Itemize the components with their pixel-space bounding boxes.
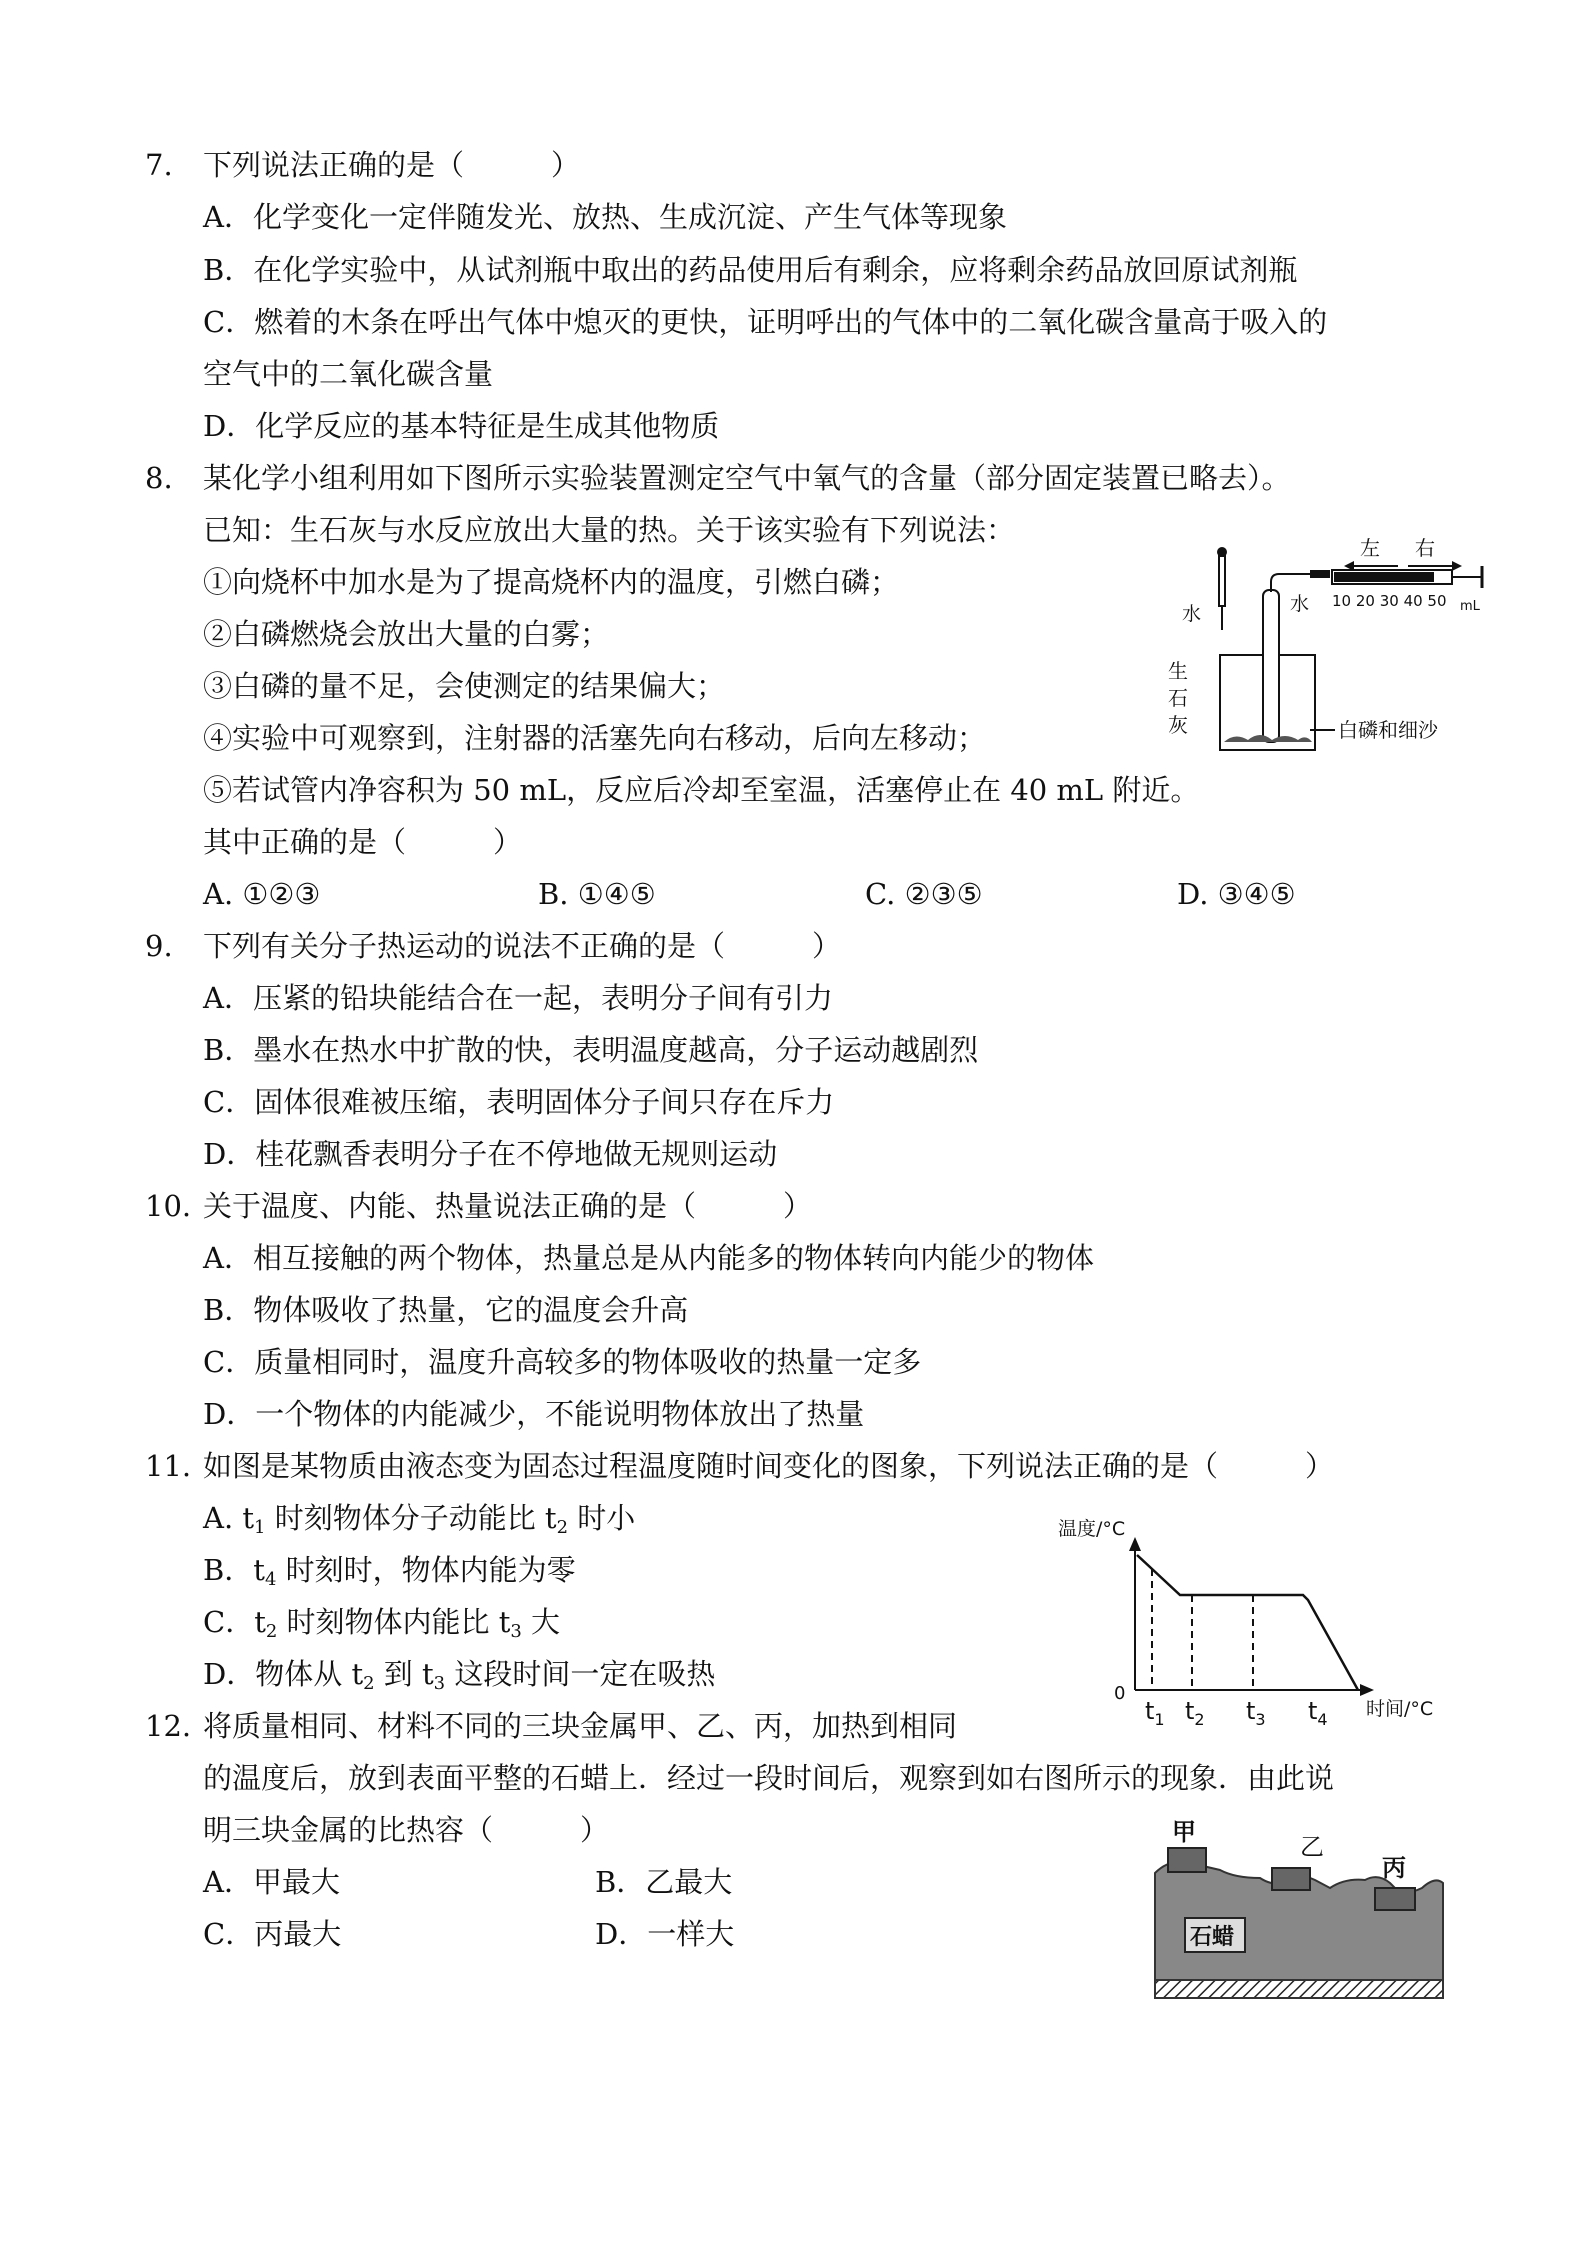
q9-number: 9. — [145, 929, 173, 963]
q7-option-c-cont: 空气中的二氧化碳含量 — [203, 357, 494, 391]
q10-option-a: A．相互接触的两个物体，热量总是从内能多的物体转向内能少的物体 — [203, 1241, 1094, 1275]
q11-b-sub: 4 — [264, 1569, 277, 1590]
q11-b-text-2: 时刻时，物体内能为零 — [276, 1553, 576, 1587]
q10-stem: 关于温度、内能、热量说法正确的是（ ） — [203, 1189, 813, 1223]
metal-jia — [1168, 1848, 1206, 1872]
q8-option-d: D. ③④⑤ — [1177, 877, 1296, 911]
graph-curve — [1137, 1555, 1358, 1690]
base-hatch — [1155, 1980, 1443, 1998]
label-jia: 甲 — [1172, 1818, 1196, 1846]
fig-dropper — [1219, 556, 1225, 606]
q11-option-d — [203, 1654, 715, 1704]
q11-d-text-3: 这段时间一定在吸热 — [445, 1657, 716, 1691]
graph-t2: $t_2$ — [1185, 1697, 1205, 1729]
q7-option-d: D．化学反应的基本特征是生成其他物质 — [203, 409, 720, 443]
q11-d-text-2: 到 t — [374, 1657, 434, 1691]
fig-lime-label-2: 石 — [1168, 686, 1188, 710]
q11-b-text-1: B．t — [203, 1553, 265, 1587]
fig-left-label: 左 — [1360, 536, 1380, 560]
graph-t3: $t_3$ — [1246, 1697, 1266, 1729]
q11-a-text-2: 时刻物体分子动能比 t — [265, 1501, 557, 1535]
q11-c-text-2: 时刻物体内能比 t — [277, 1605, 511, 1639]
graph-y-arrow — [1129, 1537, 1141, 1551]
q8-statement-5: ⑤若试管内净容积为 50 mL，反应后冷却至室温，活塞停止在 40 mL 附近。 — [203, 773, 1200, 807]
q12-option-a: A．甲最大 — [203, 1865, 340, 1899]
fig-lime-label-1: 生 — [1168, 659, 1188, 683]
q11-c-sub-1: 2 — [265, 1621, 278, 1642]
q8-stem: 某化学小组利用如下图所示实验装置测定空气中氧气的含量（部分固定装置已略去）。 — [203, 461, 1291, 495]
graph-t1: $t_1$ — [1145, 1697, 1165, 1729]
graph-origin: 0 — [1114, 1683, 1126, 1704]
graph-y-label: 温度/°C — [1058, 1518, 1126, 1540]
fig-water-label-1: 水 — [1182, 603, 1202, 625]
q11-temperature-graph — [1050, 1505, 1460, 1730]
q7-number: 7. — [145, 148, 173, 182]
fig-phosphorus-label: 白磷和细沙 — [1338, 718, 1438, 742]
metal-bing — [1375, 1888, 1415, 1910]
graph-t4: $t_4$ — [1308, 1697, 1328, 1729]
q8-ask: 其中正确的是（ ） — [203, 825, 523, 859]
fig-right-arrowhead — [1452, 561, 1462, 571]
q12-option-d: D．一样大 — [595, 1917, 735, 1951]
q8-statement-4: ④实验中可观察到，注射器的活塞先向右移动，后向左移动； — [203, 721, 987, 755]
q8-option-a: A. ①②③ — [203, 877, 321, 911]
q8-statement-1: ①向烧杯中加水是为了提高烧杯内的温度，引燃白磷； — [203, 565, 900, 599]
q7-option-c: C．燃着的木条在呼出气体中熄灭的更快，证明呼出的气体中的二氧化碳含量高于吸入的 — [203, 305, 1328, 339]
q8-option-b: B. ①④⑤ — [538, 877, 656, 911]
q11-a-text-3: 时小 — [568, 1501, 636, 1535]
q12-number: 12. — [145, 1709, 192, 1743]
q11-d-sub-1: 2 — [363, 1673, 375, 1694]
label-bing: 丙 — [1382, 1854, 1406, 1882]
graph-x-arrow — [1360, 1684, 1374, 1696]
fig-syringe-fill — [1334, 572, 1434, 582]
q9-option-c: C．固体很难被压缩，表明固体分子间只存在斥力 — [203, 1085, 835, 1119]
q12-stem-cont-2: 明三块金属的比热容（ ） — [203, 1813, 610, 1847]
q10-number: 10. — [145, 1189, 192, 1223]
q7-stem: 下列说法正确的是（ ） — [203, 148, 581, 182]
q7-option-a: A．化学变化一定伴随发光、放热、生成沉淀、产生气体等现象 — [203, 200, 1007, 234]
q8-statement-2: ②白磷燃烧会放出大量的白雾； — [203, 617, 610, 651]
fig-lime-label-3: 灰 — [1168, 713, 1188, 737]
q10-option-b: B．物体吸收了热量，它的温度会升高 — [203, 1293, 689, 1327]
q8-number: 8. — [145, 461, 173, 495]
graph-x-label: 时间/°C — [1366, 1698, 1434, 1720]
label-yi: 乙 — [1300, 1833, 1324, 1861]
fig-right-label: 右 — [1415, 536, 1435, 560]
q10-option-d: D．一个物体的内能减少，不能说明物体放出了热量 — [203, 1397, 865, 1431]
fig-scale-label: 10 20 30 40 50 — [1332, 592, 1447, 610]
fig-scale-unit: mL — [1460, 599, 1480, 614]
q9-stem: 下列有关分子热运动的说法不正确的是（ ） — [203, 929, 842, 963]
q9-option-b: B．墨水在热水中扩散的快，表明温度越高，分子运动越剧烈 — [203, 1033, 979, 1067]
q11-c-text-1: C．t — [203, 1605, 266, 1639]
q11-c-text-3: 大 — [521, 1605, 561, 1639]
q11-option-a — [203, 1498, 635, 1548]
q8-statement-3: ③白磷的量不足，会使测定的结果偏大； — [203, 669, 726, 703]
q12-wax-figure — [1150, 1818, 1450, 2008]
q11-a-text-1: A. t — [203, 1501, 255, 1535]
label-wax: 石蜡 — [1190, 1925, 1235, 1950]
q12-stem: 将质量相同、材料不同的三块金属甲、乙、丙，加热到相同 — [203, 1709, 958, 1743]
q12-option-b: B．乙最大 — [595, 1865, 733, 1899]
q11-stem: 如图是某物质由液态变为固态过程温度随时间变化的图象，下列说法正确的是（ ） — [203, 1449, 1335, 1483]
q11-option-b — [203, 1550, 576, 1600]
q11-a-sub-1: 1 — [254, 1517, 266, 1538]
q9-option-a: A．压紧的铅块能结合在一起，表明分子间有引力 — [203, 981, 833, 1015]
q8-apparatus-figure — [1160, 530, 1500, 760]
q11-number: 11. — [145, 1449, 192, 1483]
q11-option-c — [203, 1602, 560, 1652]
q8-stem-cont: 已知：生石灰与水反应放出大量的热。关于该实验有下列说法： — [203, 513, 1016, 547]
metal-yi — [1272, 1868, 1310, 1890]
fig-test-tube — [1263, 590, 1279, 742]
q11-a-sub-2: 2 — [556, 1517, 569, 1538]
q11-c-sub-2: 3 — [510, 1621, 522, 1642]
q8-option-c: C. ②③⑤ — [865, 877, 983, 911]
fig-connect-tube — [1271, 574, 1310, 592]
q11-d-text-1: D．物体从 t — [203, 1657, 364, 1691]
q9-option-d: D．桂花飘香表明分子在不停地做无规则运动 — [203, 1137, 778, 1171]
q12-stem-cont-1: 的温度后，放到表面平整的石蜡上．经过一段时间后，观察到如右图所示的现象．由此说 — [203, 1761, 1335, 1795]
q7-option-b: B．在化学实验中，从试剂瓶中取出的药品使用后有剩余，应将剩余药品放回原试剂瓶 — [203, 253, 1298, 287]
q12-option-c: C．丙最大 — [203, 1917, 342, 1951]
q10-option-c: C．质量相同时，温度升高较多的物体吸收的热量一定多 — [203, 1345, 922, 1379]
fig-water-label-2: 水 — [1290, 593, 1310, 615]
fig-clip — [1310, 570, 1330, 578]
q11-d-sub-2: 3 — [433, 1673, 446, 1694]
